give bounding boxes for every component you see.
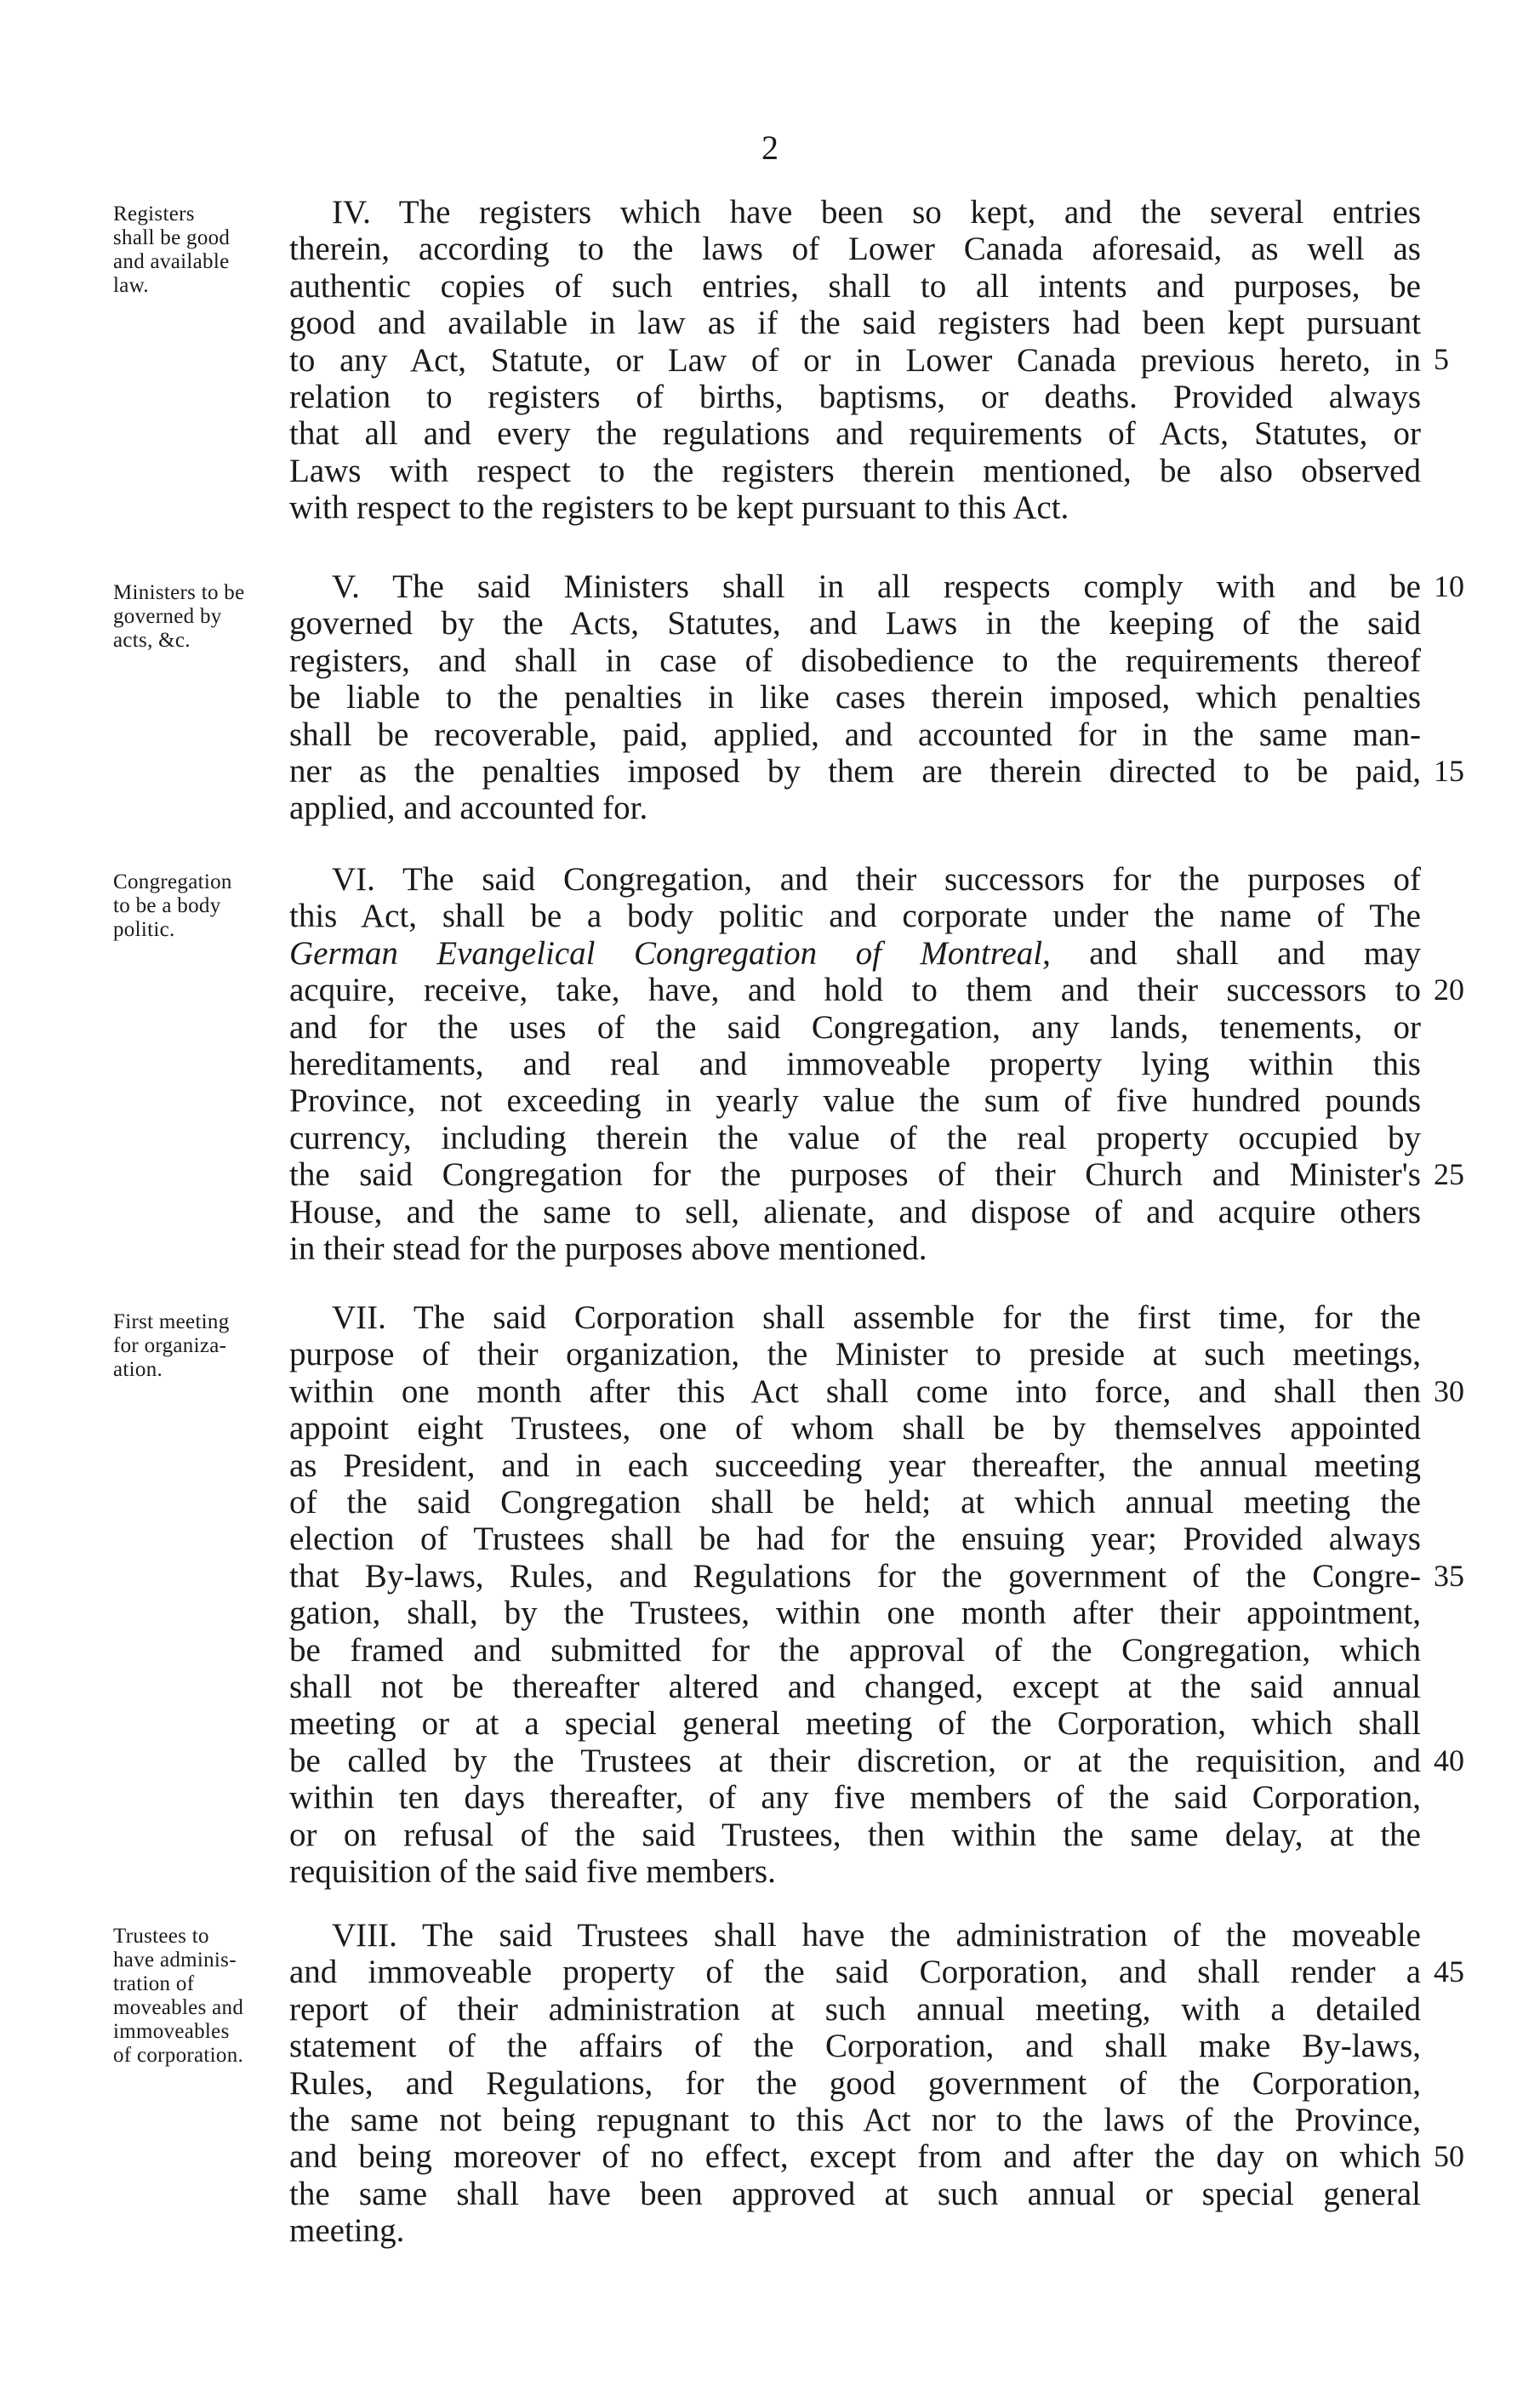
marginal-line: politic.: [113, 918, 175, 941]
text-line: within ten days thereafter, of any five members of the said Corporation,: [289, 1779, 1421, 1817]
text-line: shall not be thereafter altered and changed, except at the said annual: [289, 1669, 1421, 1706]
text-line: German Evangelical Congregation of Montreal, and shall and may: [289, 934, 1421, 972]
text-line: that By-laws, Rules, and Regulations for the government of the Congre-: [289, 1557, 1421, 1595]
marginal-note-first-meeting: [113, 1310, 288, 1382]
text-line: relation to registers of births, baptisms, or deaths. Provided always: [289, 379, 1421, 416]
text-line: House, and the same to sell, alienate, and dispose of and acquire others: [289, 1193, 1421, 1230]
paragraph-viii: [289, 1917, 1421, 2250]
text-line: VIII. The said Trustees shall have the administration of the moveable: [332, 1917, 1421, 1954]
marginal-line: ation.: [113, 1358, 163, 1381]
marginal-line: moveables and: [113, 1996, 244, 2019]
text-line: VII. The said Corporation shall assemble for the first time, for the: [332, 1299, 1421, 1336]
marginal-line: law.: [113, 274, 149, 297]
marginal-line: shall be good: [113, 226, 231, 249]
marginal-line: Congregation: [113, 870, 232, 893]
marginal-line: to be a body: [113, 894, 221, 917]
marginal-line: Registers: [113, 203, 195, 225]
text-line: with respect to the registers to be kept pursuant to this Act.: [289, 489, 1069, 527]
line-number: 45: [1434, 1954, 1464, 1989]
text-line: shall be recoverable, paid, applied, and accounted for in the same man-: [289, 716, 1421, 753]
marginal-line: acts, &c.: [113, 629, 191, 652]
marginal-line: governed by: [113, 605, 222, 628]
text-line: be called by the Trustees at their discretion, or at the requisition, and: [289, 1742, 1421, 1779]
marginal-note-trustees: [113, 1925, 288, 2068]
text-line: good and available in law as if the said registers had been kept pursuant: [289, 305, 1421, 342]
text-line: the said Congregation for the purposes of their Church and Minister's: [289, 1156, 1421, 1194]
text-line: election of Trustees shall be had for the ensuing year; Provided always: [289, 1521, 1421, 1558]
line-number: 15: [1434, 754, 1464, 788]
text-line: gation, shall, by the Trustees, within one month after their appointment,: [289, 1595, 1421, 1632]
text-line: acquire, receive, take, have, and hold to them and their successors to: [289, 972, 1421, 1009]
marginal-line: Trustees to: [113, 1925, 209, 1948]
line-number: 5: [1434, 342, 1449, 376]
text-line: Laws with respect to the registers therein mentioned, be also observed: [289, 452, 1421, 489]
text-line: be framed and submitted for the approval of the Congregation, which: [289, 1631, 1421, 1669]
line-number: 40: [1434, 1743, 1464, 1777]
marginal-note-congregation: [113, 870, 288, 942]
line-number: 35: [1434, 1559, 1464, 1593]
text-line: Rules, and Regulations, for the good government of the Corporation,: [289, 2064, 1421, 2102]
text-line: as President, and in each succeeding year thereafter, the annual meeting: [289, 1447, 1421, 1484]
text-line: report of their administration at such annual meeting, with a detailed: [289, 1990, 1421, 2028]
text-line: V. The said Ministers shall in all respects comply with and be: [332, 568, 1421, 605]
text-line: the same not being repugnant to this Act nor to the laws of the Province,: [289, 2102, 1421, 2139]
text-line: currency, including therein the value of the real property occupied by: [289, 1119, 1421, 1156]
text-line: appoint eight Trustees, one of whom shall be by themselves appointed: [289, 1410, 1421, 1447]
text-line: hereditaments, and real and immoveable property lying within this: [289, 1046, 1421, 1083]
text-line: or on refusal of the said Trustees, then within the same delay, at the: [289, 1816, 1421, 1853]
marginal-line: have adminis-: [113, 1949, 237, 1971]
text-line: and immoveable property of the said Corporation, and shall render a: [289, 1954, 1421, 1991]
marginal-line: tration of: [113, 1972, 195, 1995]
text-line: within one month after this Act shall come into force, and shall then: [289, 1372, 1421, 1410]
marginal-line: First meeting: [113, 1310, 230, 1333]
text-line: purpose of their organization, the Minister to preside at such meetings,: [289, 1336, 1421, 1373]
text-line: meeting.: [289, 2212, 405, 2250]
text-line: therein, according to the laws of Lower Canada aforesaid, as well as: [289, 231, 1421, 268]
paragraph-vii: [289, 1299, 1421, 1891]
text-line: ner as the penalties imposed by them are therein directed to be paid,: [289, 753, 1421, 790]
marginal-line: for organiza-: [113, 1334, 227, 1357]
line-number: 30: [1434, 1374, 1464, 1408]
text-line: in their stead for the purposes above mentioned.: [289, 1230, 927, 1268]
text-line: be liable to the penalties in like cases therein imposed, which penalties: [289, 679, 1421, 716]
paragraph-v: [289, 568, 1421, 827]
text-line: authentic copies of such entries, shall to all intents and purposes, be: [289, 267, 1421, 305]
paragraph-iv: [289, 194, 1421, 527]
text-line: that all and every the regulations and requirements of Acts, Statutes, or: [289, 415, 1421, 453]
marginal-note-registers: [113, 203, 288, 298]
line-number: 50: [1434, 2139, 1464, 2173]
line-number: 10: [1434, 569, 1464, 603]
text-line: requisition of the said five members.: [289, 1853, 776, 1891]
text-line: and for the uses of the said Congregation, any lands, tenements, or: [289, 1008, 1421, 1046]
text-line: the same shall have been approved at such annual or special general: [289, 2175, 1421, 2212]
marginal-line: Ministers to be: [113, 581, 245, 604]
congregation-name: German Evangelical Congregation of Montreal: [289, 934, 1043, 972]
marginal-line: and available: [113, 250, 230, 273]
text-line: governed by the Acts, Statutes, and Laws in the keeping of the said: [289, 605, 1421, 642]
marginal-line: of corporation.: [113, 2044, 244, 2067]
line-number: 20: [1434, 973, 1464, 1007]
line-number: 25: [1434, 1157, 1464, 1191]
marginal-line: immoveables: [113, 2020, 230, 2043]
text-line: to any Act, Statute, or Law of or in Lower Canada previous hereto, in: [289, 341, 1421, 379]
page-number: 2: [761, 128, 779, 167]
text-line: statement of the affairs of the Corporation, and shall make By-laws,: [289, 2028, 1421, 2065]
text-line: Province, not exceeding in yearly value the sum of five hundred pounds: [289, 1082, 1421, 1120]
text-line: IV. The registers which have been so kept, and the several entries: [332, 194, 1421, 231]
text-line: meeting or at a special general meeting of the Corporation, which shall: [289, 1705, 1421, 1743]
text-line: this Act, shall be a body politic and corporate under the name of The: [289, 898, 1421, 935]
text-line: and being moreover of no effect, except from and after the day on which: [289, 2138, 1421, 2176]
text-line: of the said Congregation shall be held; at which annual meeting the: [289, 1484, 1421, 1521]
text-line: applied, and accounted for.: [289, 790, 648, 827]
text-line: registers, and shall in case of disobedience to the requirements thereof: [289, 642, 1421, 679]
paragraph-vi: [289, 861, 1421, 1267]
marginal-note-ministers: [113, 581, 288, 653]
text-line: VI. The said Congregation, and their successors for the purposes of: [332, 861, 1421, 898]
